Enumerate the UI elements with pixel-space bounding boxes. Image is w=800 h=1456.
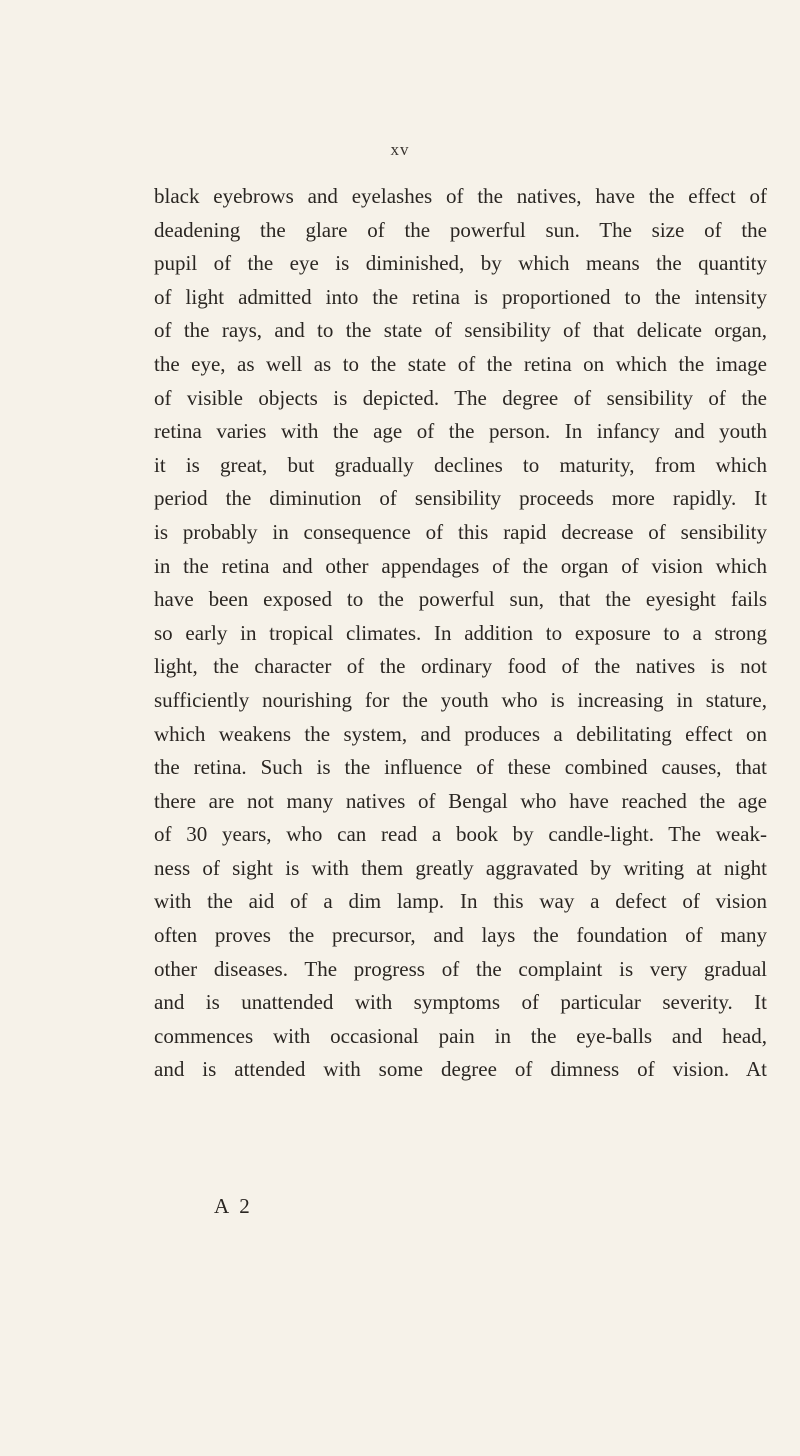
text-line: of the rays, and to the state of sensibility of that delicate organ, — [154, 318, 767, 343]
text-line: and is attended with some degree of dimness of vision. At — [154, 1057, 767, 1082]
signature-mark: A 2 — [214, 1194, 253, 1218]
text-line: ness of sight is with them greatly aggravated by writing at night — [154, 855, 767, 880]
text-line: deadening the glare of the powerful sun. The size of the — [154, 217, 767, 242]
text-line: have been exposed to the powerful sun, that the eyesight fails — [154, 587, 767, 612]
text-line: often proves the precursor, and lays the foundation of many — [154, 923, 767, 948]
text-line: with the aid of a dim lamp. In this way a defect of vision — [154, 889, 767, 914]
text-line: there are not many natives of Bengal who have reached the age — [154, 788, 767, 813]
text-line: of 30 years, who can read a book by candle-light. The weak- — [154, 822, 767, 847]
page-number: xv — [390, 140, 410, 159]
text-line: commences with occasional pain in the eye-balls and head, — [154, 1023, 767, 1048]
text-line: in the retina and other appendages of the organ of vision which — [154, 553, 767, 578]
body-paragraph — [154, 180, 767, 1087]
text-line: the eye, as well as to the state of the retina on which the image — [154, 351, 767, 376]
text-line: other diseases. The progress of the complaint is very gradual — [154, 956, 767, 981]
text-line: and is unattended with symptoms of particular severity. It — [154, 990, 767, 1015]
text-line: the retina. Such is the influence of these combined causes, that — [154, 755, 767, 780]
text-line: of visible objects is depicted. The degree of sensibility of the — [154, 385, 767, 410]
text-line: of light admitted into the retina is proportioned to the intensity — [154, 284, 767, 309]
text-line: retina varies with the age of the person. In infancy and youth — [154, 419, 767, 444]
text-line: it is great, but gradually declines to maturity, from which — [154, 452, 767, 477]
text-line: so early in tropical climates. In addition to exposure to a strong — [154, 620, 767, 645]
text-line: period the diminution of sensibility proceeds more rapidly. It — [154, 486, 767, 511]
text-line: light, the character of the ordinary food of the natives is not — [154, 654, 767, 679]
text-line: pupil of the eye is diminished, by which means the quantity — [154, 251, 767, 276]
text-line: is probably in consequence of this rapid decrease of sensibility — [154, 519, 767, 544]
text-line: black eyebrows and eyelashes of the natives, have the effect of — [154, 184, 767, 208]
text-line: which weakens the system, and produces a debilitating effect on — [154, 721, 767, 746]
text-line: sufficiently nourishing for the youth who is increasing in stature, — [154, 687, 767, 712]
